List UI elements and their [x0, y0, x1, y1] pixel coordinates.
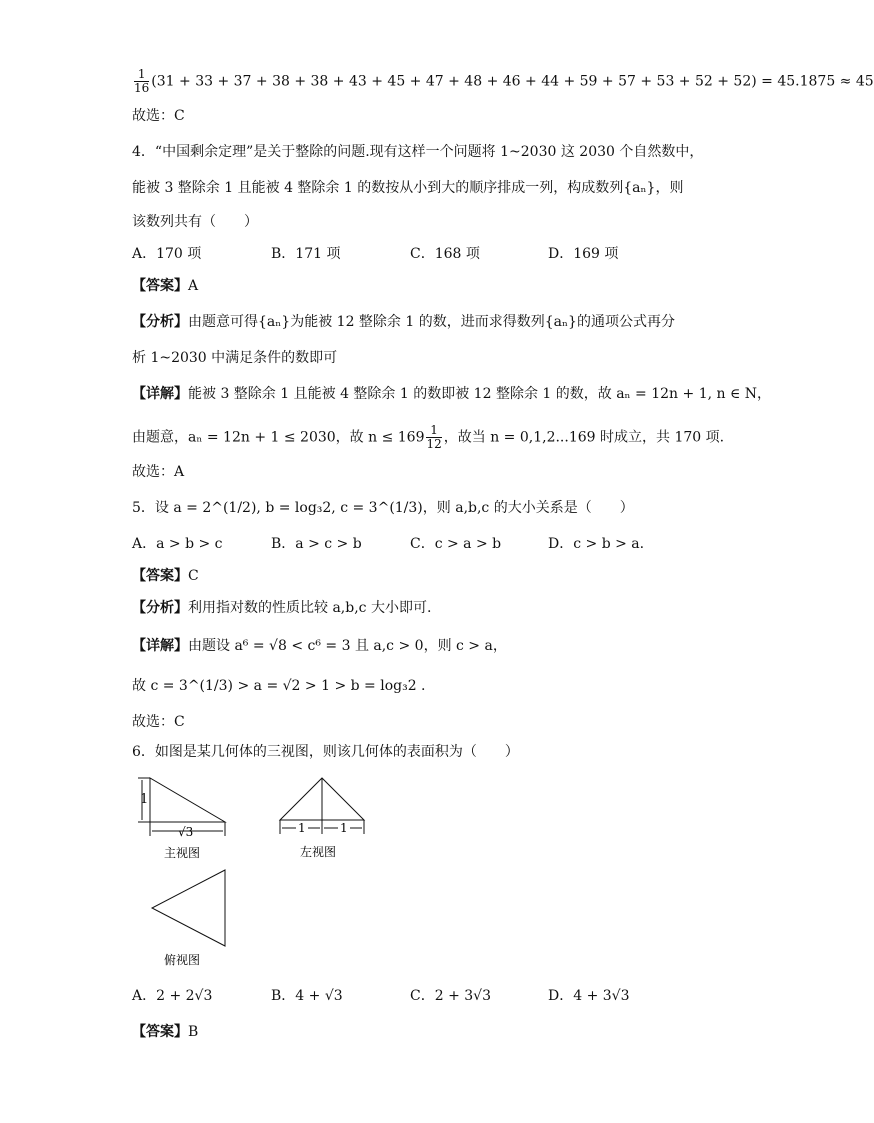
q5-choose: 故选：C	[132, 714, 185, 730]
q5-detail-line1: 【详解】由题设 a⁶ = √8 < c⁶ = 3 且 a,c > 0，则 c > a，	[132, 638, 507, 654]
mean-computation-line	[132, 68, 874, 95]
side-dim-right-label: 1	[340, 821, 348, 835]
q4-analysis-line1: 【分析】由题意可得{aₙ}为能被 12 整除余 1 的数，进而求得数列{aₙ}的通项公式再分	[132, 314, 675, 330]
mean-expression: (31 + 33 + 37 + 38 + 38 + 43 + 45 + 47 + 48 + 46 + 44 + 59 + 57 + 53 + 52 + 52) = 45.1875 ≈ 45	[151, 73, 874, 90]
q6-option-a: A．2 + 2√3	[132, 988, 213, 1004]
q5-analysis: 【分析】利用指对数的性质比较 a,b,c 大小即可.	[132, 600, 432, 616]
top-view-triangle	[152, 870, 225, 946]
q4-option-b: B．171 项	[271, 246, 341, 262]
q5-option-b: B．a > c > b	[271, 536, 362, 552]
q5-stem: 5．设 a = 2^(1/2), b = log₃2, c = 3^(1/3)，则 a,b,c 的大小关系是（ ）	[132, 500, 634, 516]
three-view-figure	[130, 770, 380, 970]
q6-option-c: C．2 + 3√3	[410, 988, 491, 1004]
front-view-triangle	[150, 778, 225, 822]
q4-choose: 故选：A	[132, 464, 185, 480]
q5-option-a: A．a > b > c	[132, 536, 223, 552]
q5-answer: 【答案】C	[132, 568, 199, 584]
fraction-one-sixteenth: $\frac{1}{16}$	[134, 67, 150, 95]
front-width-label: √3	[178, 825, 194, 839]
q4-answer: 【答案】A	[132, 278, 199, 294]
q4-stem-line3: 该数列共有（ ）	[132, 214, 258, 230]
q4-option-c: C．168 项	[410, 246, 480, 262]
top-view-label: 俯视图	[164, 953, 201, 967]
q4-option-d: D．169 项	[548, 246, 619, 262]
q4-stem-line1: 4．“中国剩余定理”是关于整除的问题.现有这样一个问题将 1~2030 这 2030 个自然数中，	[132, 144, 704, 160]
q4-detail-line2: 由题意，aₙ = 12n + 1 ≤ 2030，故 n ≤ 169 $\frac{1}{12}$ ，故当 n = 0,1,2...169 时成立，共 170 项.	[132, 423, 725, 451]
q4-option-a: A．170 项	[132, 246, 202, 262]
side-view	[280, 778, 364, 834]
front-height-label: 1	[140, 792, 149, 807]
q6-option-b: B．4 + √3	[271, 988, 343, 1004]
q4-analysis-line2: 析 1~2030 中满足条件的数即可	[132, 350, 338, 366]
q5-option-d: D．c > b > a.	[548, 536, 645, 552]
side-dim-left-label: 1	[298, 821, 306, 835]
q6-option-d: D．4 + 3√3	[548, 988, 630, 1004]
q6-answer: 【答案】B	[132, 1024, 199, 1040]
q5-detail-line2: 故 c = 3^(1/3) > a = √2 > 1 > b = log₃2 .	[132, 678, 426, 694]
front-view-label: 主视图	[164, 846, 201, 860]
sequence-symbol: {aₙ}	[623, 180, 656, 196]
fraction-one-twelfth: $\frac{1}{12}$	[426, 423, 442, 451]
q4-stem-line2: 能被 3 整除余 1 且能被 4 整除余 1 的数按从小到大的顺序排成一列，构成数列{aₙ}，则	[132, 180, 684, 196]
side-view-label: 左视图	[300, 845, 337, 859]
q4-detail-line1: 【详解】能被 3 整除余 1 且能被 4 整除余 1 的数即被 12 整除余 1 的数，故 aₙ = 12n + 1, n ∈ N，	[132, 386, 772, 402]
q3-choose: 故选：C	[132, 108, 185, 124]
q5-option-c: C．c > a > b	[410, 536, 502, 552]
q6-stem: 6．如图是某几何体的三视图，则该几何体的表面积为（ ）	[132, 744, 519, 760]
